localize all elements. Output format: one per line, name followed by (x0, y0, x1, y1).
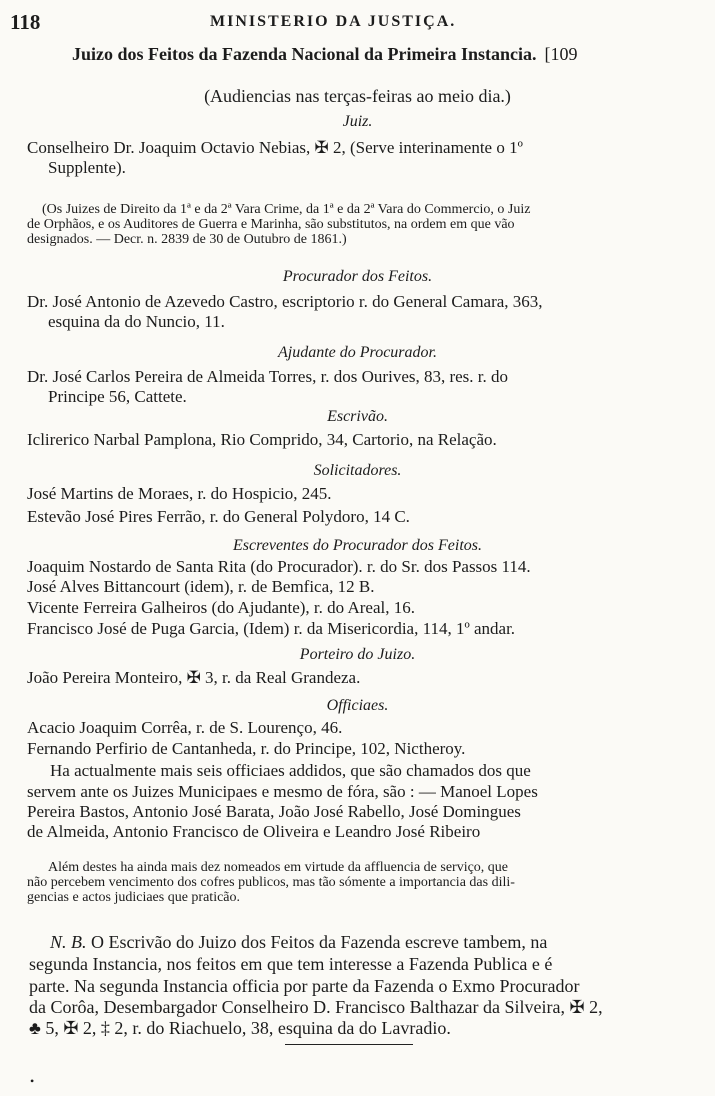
officiaes-heading: Officiaes. (326, 697, 389, 714)
procurador-line-2: esquina da do Nuncio, 11. (48, 312, 225, 331)
nb-line-2: segunda Instancia, nos feitos em que tem interesse a Fazenda Publica e é (29, 954, 553, 974)
note-juizes-line-2: de Orphãos, e os Auditores de Guerra e Marinha, são substitutos, na ordem em que vão (27, 217, 515, 232)
note-juizes-line-3: designados. — Decr. n. 2839 de 30 de Outubro de 1861.) (27, 232, 347, 247)
solicitador-line: José Martins de Moraes, r. do Hospicio, 245. (27, 484, 332, 503)
nb-label: N. B. (50, 932, 87, 952)
nb-line-5: ♣ 5, ✠ 2, ‡ 2, r. do Riachuelo, 38, esquina da do Lavradio. (29, 1018, 451, 1038)
ajudante-line-1: Dr. José Carlos Pereira de Almeida Torres, r. dos Ourives, 83, res. r. do (27, 367, 509, 386)
escrivao-heading: Escrivão. (327, 408, 388, 425)
section-title (72, 44, 578, 65)
escrevente-line: Francisco José de Puga Garcia, (Idem) r. da Misericordia, 114, 1º andar. (27, 619, 516, 638)
note-alem-line-3: gencias e actos judiciaes que praticão. (27, 890, 241, 905)
solicitadores-heading: Solicitadores. (313, 462, 402, 479)
escrivao-line-1: Iclirerico Narbal Pamplona, Rio Comprido, 34, Cartorio, na Relação. (27, 430, 497, 449)
section-ref: [109 (544, 44, 578, 64)
ajudante-line-2: Principe 56, Cattete. (48, 387, 187, 406)
juiz-heading: Juiz. (342, 113, 373, 130)
nb-line-1 (50, 932, 547, 953)
ajudante-heading: Ajudante do Procurador. (278, 344, 437, 361)
escrevente-line: José Alves Bittancourt (idem), r. de Bemfica, 12 B. (27, 577, 375, 596)
official-line: Fernando Perfirio de Cantanheda, r. do Principe, 102, Nictheroy. (27, 739, 466, 758)
margin-dot: • (30, 1074, 35, 1088)
note-alem-line-1: Além destes ha ainda mais dez nomeados em virtude da affluencia de serviço, que (48, 860, 509, 875)
escreventes-heading: Escreventes do Procurador dos Feitos. (233, 537, 482, 554)
page-header (10, 10, 650, 34)
officiaes-para-line-2: servem ante os Juizes Municipaes e mesmo de fóra, são : — Manoel Lopes (27, 782, 538, 801)
officiaes-para-line-4: de Almeida, Antonio Francisco de Oliveira e Leandro José Ribeiro (27, 822, 481, 841)
escrevente-line: Vicente Ferreira Galheiros (do Ajudante), r. do Areal, 16. (27, 598, 415, 617)
official-line: Acacio Joaquim Corrêa, r. de S. Lourenço, 46. (27, 718, 343, 737)
solicitador-line: Estevão José Pires Ferrão, r. do General Polydoro, 14 C. (27, 507, 410, 526)
nb-line-1-text: O Escrivão do Juizo dos Feitos da Fazenda escreve tambem, na (91, 932, 548, 952)
note-juizes-line-1: (Os Juizes de Direito da 1ª e da 2ª Vara Crime, da 1ª e da 2ª Vara do Commercio, o Juiz (42, 202, 531, 217)
officiaes-para-line-1: Ha actualmente mais seis officiaes addidos, que são chamados dos que (50, 761, 531, 780)
juiz-line-1: Conselheiro Dr. Joaquim Octavio Nebias, ✠ 2, (Serve interinamente o 1º (27, 138, 523, 157)
nb-line-4: da Corôa, Desembargador Conselheiro D. Francisco Balthazar da Silveira, ✠ 2, (29, 997, 603, 1017)
section-title-text: Juizo dos Feitos da Fazenda Nacional da Primeira Instancia. (72, 44, 537, 64)
note-alem-line-2: não percebem vencimento dos cofres publicos, mas tão sómente a importancia das dili- (27, 875, 515, 890)
closing-rule (285, 1044, 413, 1045)
porteiro-heading: Porteiro do Juizo. (299, 646, 416, 663)
porteiro-line-1: João Pereira Monteiro, ✠ 3, r. da Real Grandeza. (27, 668, 361, 687)
juiz-line-2: Supplente). (48, 158, 126, 177)
running-title: MINISTERIO DA JUSTIÇA. (210, 13, 457, 30)
nb-line-3: parte. Na segunda Instancia officia por parte da Fazenda o Exmo Procurador (29, 976, 580, 996)
audiencias-note: (Audiencias nas terças-feiras ao meio dia.) (204, 86, 511, 106)
procurador-heading: Procurador dos Feitos. (282, 268, 433, 285)
procurador-line-1: Dr. José Antonio de Azevedo Castro, escriptorio r. do General Camara, 363, (27, 292, 543, 311)
officiaes-para-line-3: Pereira Bastos, Antonio José Barata, João José Rabello, José Domingues (27, 802, 521, 821)
escrevente-line: Joaquim Nostardo de Santa Rita (do Procurador). r. do Sr. dos Passos 114. (27, 557, 531, 576)
page-number: 118 (10, 10, 41, 34)
